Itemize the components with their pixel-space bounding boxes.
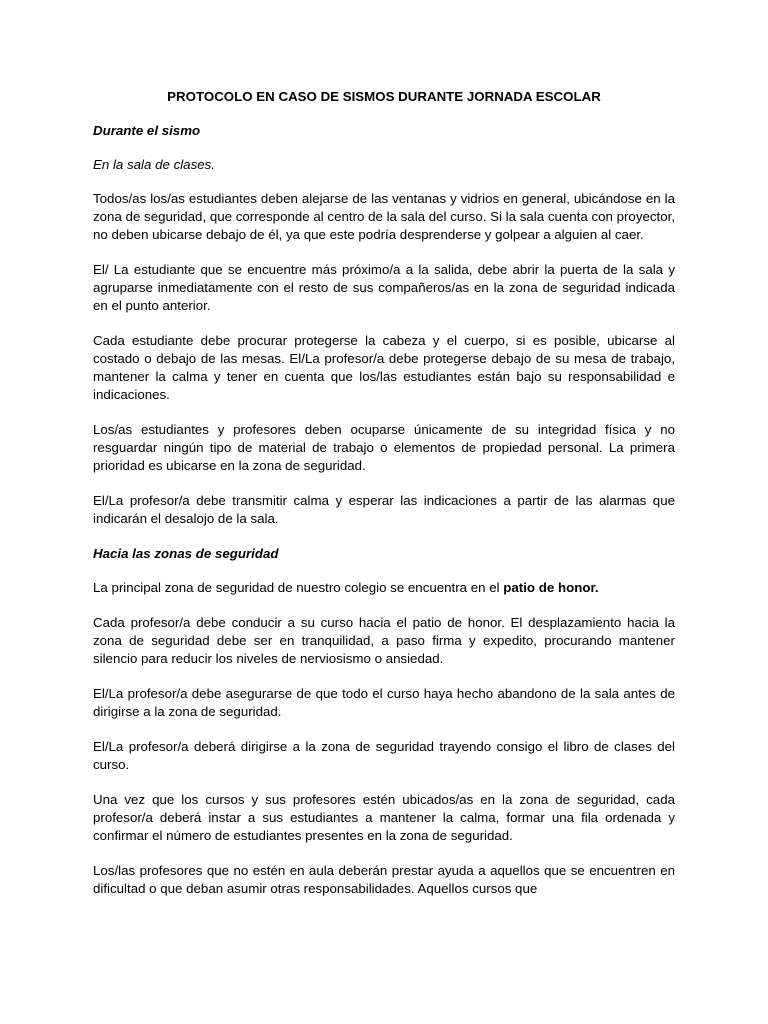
paragraph: Cada profesor/a debe conducir a su curso hacia el patio de honor. El desplazamiento hacia la zona de seguridad debe ser en tranquilidad, a paso firma y expedito, procurando mantener silencio para reducir los niveles de nerviosismo o ansiedad. xyxy=(93,615,675,666)
paragraph: El/La profesor/a debe asegurarse de que todo el curso haya hecho abandono de la sala antes de dirigirse a la zona de seguridad. xyxy=(93,686,675,719)
document-page xyxy=(93,88,675,898)
paragraph-intro xyxy=(93,579,675,597)
document-title: PROTOCOLO EN CASO DE SISMOS DURANTE JORNADA ESCOLAR xyxy=(167,89,601,104)
subheading-sala-de-clases: En la sala de clases. xyxy=(93,157,215,172)
paragraph: Los/as estudiantes y profesores deben ocuparse únicamente de su integridad física y no resguardar ningún tipo de material de trabajo o elementos de propiedad personal. La primera prioridad es ubicarse en la zona de seguridad. xyxy=(93,422,675,473)
paragraph: El/ La estudiante que se encuentre más próximo/a a la salida, debe abrir la puerta de la sala y agruparse inmediatamente con el resto de sus compañeros/as en la zona de seguridad indicada en el punto anterior. xyxy=(93,262,675,313)
section-heading-durante-el-sismo: Durante el sismo xyxy=(93,123,201,138)
paragraph: El/La profesor/a deberá dirigirse a la zona de seguridad trayendo consigo el libro de clases del curso. xyxy=(93,739,675,772)
paragraph: Una vez que los cursos y sus profesores estén ubicados/as en la zona de seguridad, cada profesor/a deberá instar a sus estudiantes a mantener la calma, formar una fila ordenada y confirmar el número de estudiantes presentes en la zona de seguridad. xyxy=(93,792,675,843)
intro-text: La principal zona de seguridad de nuestro colegio se encuentra en el xyxy=(93,580,504,595)
section-heading-zonas-de-seguridad: Hacia las zonas de seguridad xyxy=(93,546,279,561)
intro-bold-text: patio de honor. xyxy=(503,580,599,595)
paragraph: El/La profesor/a debe transmitir calma y esperar las indicaciones a partir de las alarmas que indicarán el desalojo de la sala. xyxy=(93,493,675,526)
paragraph: Los/las profesores que no estén en aula deberán prestar ayuda a aquellos que se encuentren en dificultad o que deban asumir otras responsabilidades. Aquellos cursos que xyxy=(93,863,675,896)
paragraph: Cada estudiante debe procurar protegerse la cabeza y el cuerpo, si es posible, ubicarse al costado o debajo de las mesas. El/La profesor/a debe protegerse debajo de su mesa de trabajo, mantener la calma y tener en cuenta que los/las estudiantes están bajo su responsabilidad e indicaciones. xyxy=(93,333,675,402)
paragraph: Todos/as los/as estudiantes deben alejarse de las ventanas y vidrios en general, ubicándose en la zona de seguridad, que corresponde al centro de la sala del curso. Si la sala cuenta con proyector, no deben ubicarse debajo de él, ya que este podría desprenderse y golpear a alguien al caer. xyxy=(93,191,675,242)
